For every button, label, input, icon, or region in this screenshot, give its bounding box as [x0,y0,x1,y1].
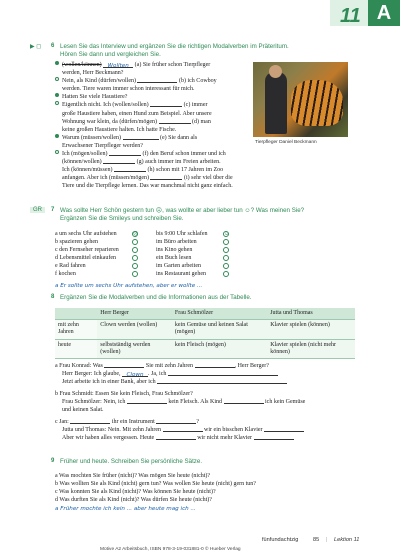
tiger-figure [291,80,343,126]
dialogue-line [55,418,355,426]
dialogue-line [55,434,355,442]
answer-blank[interactable] [159,118,191,124]
dialogue-text: ? [196,419,199,425]
exercise-8-dialogues [55,362,355,446]
dialogue-line [55,370,355,378]
smiley-circle-icon[interactable] [223,239,229,245]
smiley-row [55,270,255,278]
ex6-line-text: (e) Sie dann als [160,134,198,141]
dialogue-text: . Ja, ich [148,371,167,377]
interview-line [55,134,245,142]
answer-blank[interactable] [127,398,167,404]
table-cell: kein Fleisch (mögen) [172,339,267,358]
ex6-line-text: Warum (müssen/wollen) [62,134,122,141]
smiley-circle-icon[interactable] [132,271,138,277]
interview-line: Erwachsener Tierpfleger werden? [62,142,143,149]
smiley-happy-icon[interactable]: ☺ [224,232,230,237]
answer-blank[interactable] [150,101,182,107]
answer-blank[interactable] [156,418,196,424]
zookeeper-figure [265,72,287,134]
smiley-circle-icon[interactable] [132,247,138,253]
interview-line [55,118,245,126]
example-answer: a Früher mochte ich kein ... aber heute mag ich ... [55,506,196,512]
exercise-9-instruction: Früher und heute. Schreiben Sie persönliche Sätze. [60,458,203,465]
answer-blank[interactable] [156,434,196,440]
table-header: Jutta und Thomas [267,308,355,320]
dialogue-text: c Jan: [55,419,69,425]
ex6-line-text: (wollen/können) [62,62,102,68]
activity-left: b spazieren gehen [55,239,98,246]
table-cell: Klavier spielen (nicht mehr können) [267,339,355,358]
dialogue-text: ich kein Gemüse [265,399,306,405]
table-cell: kein Gemüse und keinen Salat (mögen) [172,320,267,339]
chapter-tab [330,0,400,26]
question-bullet-icon [55,61,59,65]
interview-line [55,174,245,182]
table-cell: selbstständig werden (wollen) [97,339,172,358]
exercise-9-items [55,472,355,513]
ex6-line-text: Hatten Sie viele Haustiere? [62,94,128,101]
dialogue-line: und keinen Salat. [62,407,104,413]
answer-blank[interactable] [150,174,182,180]
answer-blank[interactable] [224,398,264,404]
smiley-row [55,238,255,246]
question-item: d Was durften Sie als Kind (nicht)? Was dürfen Sie heute (nicht)? [55,497,212,503]
answer-bullet-icon [55,150,59,154]
table-cell: heute [55,339,97,358]
chapter-number: 11 [340,5,361,27]
activity-left: c den Fernseher reparieren [55,247,119,254]
ex6-line-text: (d) man [192,118,211,125]
table-cell: Klavier spielen (können) [267,320,355,339]
ex6-line-text: (h) schon mit 17 Jahren im Zoo [147,167,224,174]
grammar-marker: GR [30,207,45,213]
photo-caption: Tierpfleger Daniel Beckmann [255,140,317,145]
ex7-instruction-line2: Ergänzen Sie die Smileys und schreiben Sie. [60,215,184,222]
dialogue-text: Jutta und Thomas: Nein. Mit zehn Jahren [62,427,162,433]
ex6-line-text: (f) den Beruf schon immer und ich [142,151,226,158]
ex6-line-text: Nein, als Kind (dürfen/wollen) [62,78,136,85]
table-header [55,308,97,320]
answer-blank[interactable] [109,150,141,156]
dialogue-line: b Frau Schmidt: Essen Sie kein Fleisch, Frau Schmölzer? [55,391,193,397]
exercise-8-instruction: Ergänzen Sie die Modalverben und die Informationen aus der Tabelle. [60,294,252,301]
smiley-row [55,246,255,254]
ex6-instruction-line2: Hören Sie dann und vergleichen Sie. [60,51,161,58]
handwritten-answer: Clown [126,372,144,378]
ex6-line-text: (g) auch immer im Freien arbeiten. [136,159,221,166]
answer-blank[interactable] [163,426,203,432]
page-number: 85 [313,537,320,543]
answer-blank[interactable] [254,434,294,440]
smiley-row [55,254,255,262]
exercise-6-number: 6 [51,43,55,49]
publisher-credit: Motive A2 Arbeitsbuch, ISBN 978-3-19-031881-0 © Hueber Verlag [100,547,241,552]
zookeeper-tiger-photo [253,62,348,137]
activity-left: d Lebensmittel einkaufen [55,255,116,262]
activity-left: e Rad fahren [55,263,86,270]
answer-blank[interactable] [122,371,148,377]
ex6-line-text: anfangen. Aber ich (müssen/mögen) [62,175,149,182]
answer-blank[interactable] [264,426,304,432]
answer-blank[interactable] [114,166,146,172]
activity-right: im Büro arbeiten [156,239,197,246]
dialogue-text: Sie mit zehn Jahren [145,363,194,369]
interview-line [55,77,245,85]
dialogue-text: a Frau Konrad: Was [55,363,103,369]
table-row [55,339,355,358]
interview-line [55,158,245,166]
interview-line: große Haustiere haben, einen Hund zum Beispiel. Aber unsere [62,110,212,117]
dialogue-text: ihr ein Instrument [111,419,155,425]
audio-marker-icon: ▶ ◻ [30,44,42,50]
dialogue-text: Aber wir haben alles vergessen. Heute [62,435,155,441]
dialogue-line [55,426,355,434]
table-cell: mit zehn Jahren [55,320,97,339]
interview-line: keine großen Haustiere halten. Ich hatte Fische. [62,126,177,133]
dialogue-a [55,362,355,386]
lektion-label: Lektion 11 [334,537,360,543]
interview-line [55,61,245,69]
ex6-line-text: (können/wollen) [62,159,102,166]
interview-line [55,93,245,101]
interview-line: werden, Herr Beckmann? [62,70,124,77]
activity-right: im Garten arbeiten [156,263,201,270]
example-answer: a Er sollte um sechs Uhr aufstehen, aber er wollte ... [55,282,203,289]
exercise-8-number: 8 [51,294,55,300]
smiley-circle-icon[interactable] [132,255,138,261]
activity-right: ins Restaurant gehen [156,271,206,278]
interview-text [55,61,245,191]
smiley-list [55,230,255,290]
exercise-6-instruction [60,43,320,59]
ex6-line-text: (i) sehr viel über die [183,175,233,182]
smiley-row [55,262,255,270]
dialogue-text: , Herr Berger? [234,363,269,369]
smiley-circle-icon[interactable] [223,271,229,277]
interview-line: werden. Tiere waren immer schon interessant für mich. [62,86,195,93]
dialogue-line [55,362,355,370]
table-header: Frau Schmölzer [172,308,267,320]
smiley-circle-icon[interactable] [132,239,138,245]
exercise-7-instruction [60,207,340,223]
smiley-row [55,230,255,238]
table-cell: Clown werden (wollen) [97,320,172,339]
ex6-line-text: Eigentlich nicht. Ich (wollen/sollen) [62,102,149,109]
smiley-sad-icon[interactable]: ☹ [133,232,139,237]
dialogue-line [55,378,355,386]
smiley-circle-icon[interactable] [223,263,229,269]
ex6-line-text: Wohnung war klein, da (dürfen/mögen) [62,118,157,125]
dialogue-line [55,398,355,406]
activity-right: ein Buch lesen [156,255,192,262]
activity-left: f kochen [55,271,76,278]
question-item: a Was mochten Sie früher (nicht)? Was mögen Sie heute (nicht)? [55,473,211,479]
ex6-line-text: (c) immer [183,102,208,109]
dialogue-text: Herr Berger: Ich glaube, [62,371,121,377]
exercise-7-number: 7 [51,207,55,213]
answer-blank[interactable] [123,134,159,140]
activity-left: a um sechs Uhr aufstehen [55,231,117,237]
dialogue-c [55,418,355,442]
dialogue-text: wir ein bisschen Klavier [204,427,263,433]
dialogue-text: wir nicht mehr Klavier [197,435,253,441]
answer-blank[interactable] [70,418,110,424]
ex7-instruction-line1: Was sollte Herr Schön gestern tun ☹, was wollte er aber lieber tun ☺? Was meinen Sie? [60,207,305,214]
dialogue-text: Frau Schmölzer: Nein, ich [62,399,126,405]
interview-line: Tiere und die Tierpflege lernen. Das war manchmal nicht ganz einfach. [62,183,233,190]
ex6-instruction-line1: Lesen Sie das Interview und ergänzen Sie die richtigen Modalverben im Präteritum. [60,43,289,50]
question-bullet-icon [55,93,59,97]
handwritten-answer: Wollten [107,63,129,69]
answer-blank[interactable] [137,77,177,83]
table-header: Herr Berger [97,308,172,320]
question-bullet-icon [55,134,59,138]
answer-blank[interactable] [168,370,278,376]
chapter-letter: A [368,0,400,26]
answer-blank[interactable] [104,362,144,368]
table-row [55,320,355,339]
answer-bullet-icon [55,77,59,81]
question-item: b Was wollten Sie als Kind (nicht) gern tun? Was wollen Sie heute (nicht) gern tun? [55,481,256,487]
ex6-line-text: (b) ich Cowboy [178,78,217,85]
dialogue-text: kein Fleisch. Als Kind [168,399,222,405]
ex6-line-text: (a) Sie früher schon Tierpfleger [134,62,211,68]
ex6-line-text: Ich (können/müssen) [62,167,113,174]
dialogue-text: Jetzt arbeite ich in einer Bank, aber ich [62,379,156,385]
activity-right: bis 9:00 Uhr schlafen [156,231,208,237]
interview-line [55,166,245,174]
interview-line [55,101,245,109]
activity-right: ins Kino gehen [156,247,193,254]
smiley-circle-icon[interactable] [223,247,229,253]
answer-blank[interactable] [157,378,287,384]
smiley-circle-icon[interactable] [223,255,229,261]
smiley-circle-icon[interactable] [132,263,138,269]
info-table [55,308,355,359]
interview-line [55,150,245,158]
answer-blank[interactable] [103,158,135,164]
ex6-line-text: Ich (mögen/sollen) [62,151,108,158]
page-word: fünfundachtzig [262,537,299,543]
answer-blank[interactable] [103,62,133,68]
answer-bullet-icon [55,101,59,105]
zookeeper-head [269,65,282,78]
exercise-9-number: 9 [51,458,55,464]
answer-blank[interactable] [195,362,235,368]
question-item: c Was konnten Sie als Kind (nicht)? Was können Sie heute (nicht)? [55,489,216,495]
dialogue-b [55,390,355,414]
table-header-row [55,308,355,320]
footer-divider: | [326,537,328,543]
